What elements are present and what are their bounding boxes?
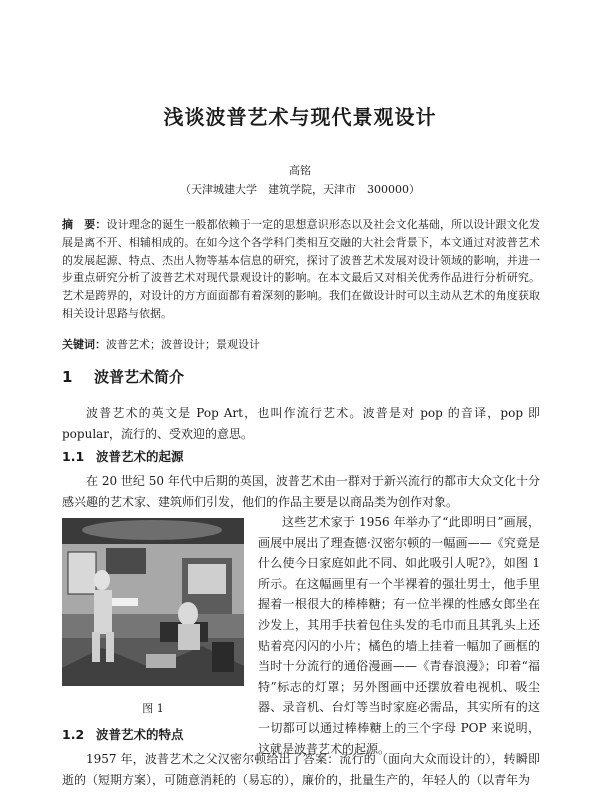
section-1-2-number: 1.2	[62, 727, 85, 742]
section-1-intro: 波普艺术的英文是 Pop Art，也叫作流行艺术。波普是对 pop 的音译，pop 即 popular，流行的、受欢迎的意思。	[62, 406, 540, 441]
section-1-1-title: 波普艺术的起源	[96, 449, 184, 464]
abstract	[62, 216, 540, 323]
author-affiliation: （天津城建大学 建筑学院，天津市 300000）	[180, 183, 420, 196]
section-1-heading	[62, 366, 184, 387]
abstract-label: 摘 要：	[62, 218, 107, 231]
section-1-number: 1	[62, 368, 73, 386]
keywords-label: 关键词：	[62, 338, 106, 351]
section-1-2-title: 波普艺术的特点	[96, 727, 184, 742]
abstract-text: 设计理念的诞生一般都依赖于一定的思想意识形态以及社会文化基础，所以设计跟文化发展是离不开、相辅相成的。在如今这个各学科门类相互交融的大社会背景下，本文通过对波普艺术的发展起源、特点、杰出人物等基本信息的研究，探讨了波普艺术发展对设计领域的影响，并进一步重点研究分析了波普艺术对现代景观设计的影响。在本文最后又对相关优秀作品进行分析研究。艺术是跨界的，对设计的方方面面都有着深刻的影响。我们在做设计时可以主动从艺术的角度获取相关设计思路与依据。	[62, 218, 541, 320]
keywords	[62, 336, 540, 352]
figure-1-image	[62, 518, 244, 686]
collage-illustration	[62, 518, 244, 686]
paper-title: 浅谈波普艺术与现代景观设计	[163, 105, 437, 129]
section-1-1-paragraph-1: 在 20 世纪 50 年代中后期的英国，波普艺术由一群对于新兴流行的都市大众文化十分感兴趣的艺术家、建筑师们引发，他们的作品主要是以商品类为创作对象。	[62, 474, 540, 509]
section-1-1-heading	[62, 447, 184, 465]
section-1-1-paragraph-2: 这些艺术家于 1956 年举办了“此即明日”画展，画展中展出了理查德·汉密尔顿的一幅画——《究竟是什么使今日家庭如此不同、如此吸引人呢?》，如图 1 所示。在这幅画里有一个半裸着的强壮男士，他手里握着一根很大的棒棒糖；有一位半裸的性感女郎坐在沙发上，其用手扶着包住头发的毛巾而且其乳头上还贴着亮闪闪的小片；橘色的墙上挂着一幅加了画框的当时十分流行的通俗漫画——《青春浪漫》；印着“福特”标志的灯罩；另外图画中还摆放着电视机、吸尘器、录音机、台灯等当时家庭必需品，其实所有的这一切都可以通过棒棒糖上的三个字母 POP 来说明，这就是波普艺术的起源。	[258, 515, 540, 756]
figure-1-caption: 图 1	[142, 702, 164, 715]
author-name: 高铭	[289, 164, 311, 177]
keywords-text: 波普艺术；波普设计；景观设计	[106, 338, 260, 351]
section-1-2-heading	[62, 725, 184, 743]
section-1-title: 波普艺术简介	[94, 368, 185, 386]
section-1-2-paragraph-1: 1957 年，波普艺术之父汉密尔顿给出了答案：流行的（面向大众而设计的），转瞬即逝的（短期方案），可随意消耗的（易忘的），廉价的，批量生产的，年轻人的（以青年为	[62, 752, 540, 787]
section-1-1-number: 1.1	[62, 449, 85, 464]
